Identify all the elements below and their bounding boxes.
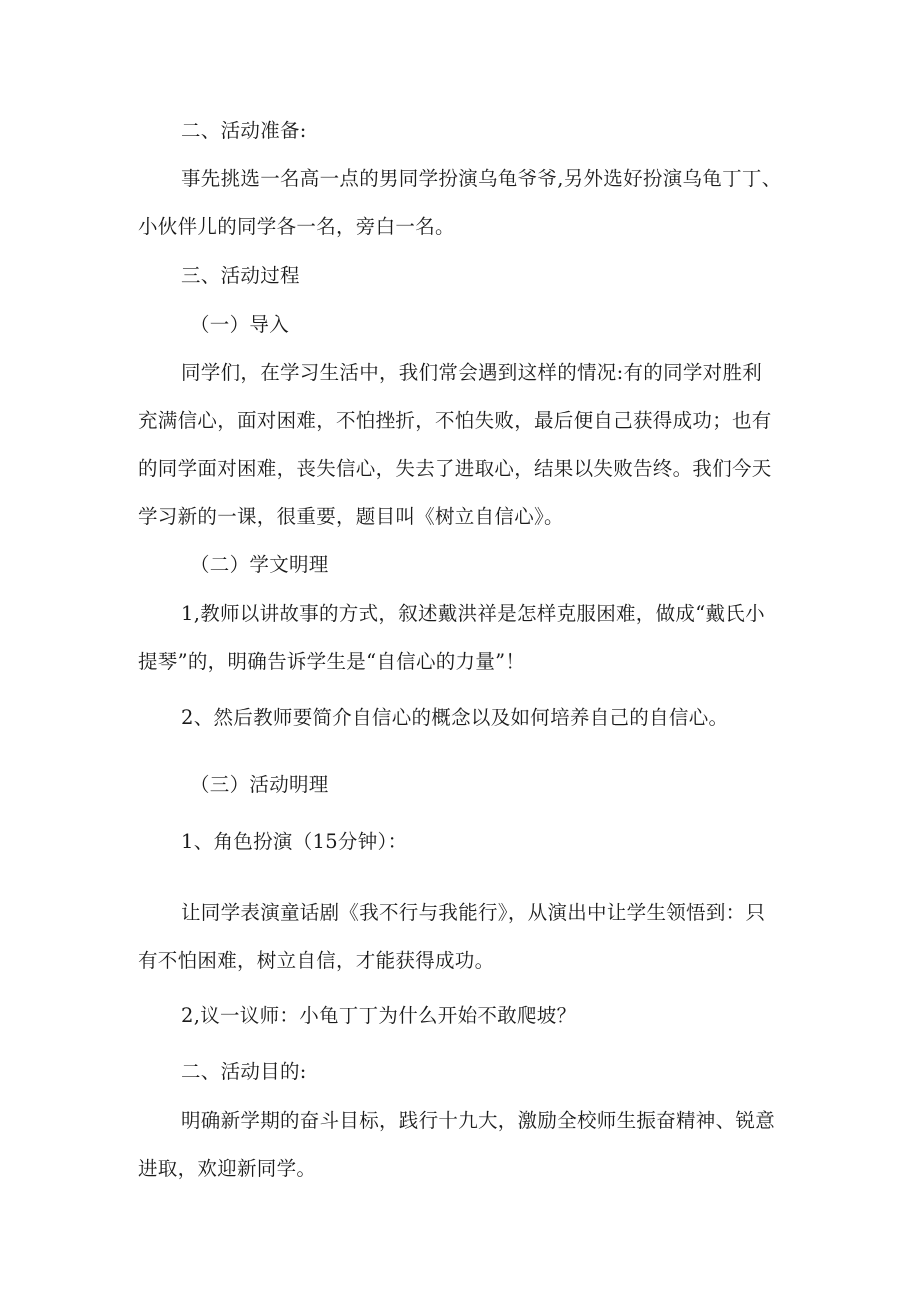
subsection-heading-activity: （三）活动明理 <box>190 773 329 796</box>
paragraph-line: 提琴”的，明确告诉学生是“自信心的力量”！ <box>138 650 526 673</box>
section-heading-purpose: 二、活动目的: <box>181 1060 307 1083</box>
list-item-role-play: 1、角色扮演（15分钟）： <box>181 830 408 853</box>
section-heading-process: 三、活动过程 <box>181 264 300 287</box>
paragraph-line: 事先挑选一名高一点的男同学扮演乌龟爷爷,另外选好扮演乌龟丁丁、 <box>181 167 782 190</box>
paragraph-line: 进取，欢迎新同学。 <box>138 1157 317 1180</box>
paragraph-line: 的同学面对困难，丧失信心，失去了进取心，结果以失败告终。我们今天 <box>138 457 772 480</box>
paragraph-line: 小伙伴儿的同学各一名，旁白一名。 <box>138 215 455 238</box>
paragraph-line: 充满信心，面对困难，不怕挫折，不怕失败，最后便自己获得成功；也有 <box>138 409 772 432</box>
paragraph-line: 学习新的一课，很重要，题目叫《树立自信心》。 <box>138 505 564 528</box>
paragraph-line: 让同学表演童话剧《我不行与我能行》，从演出中让学生领悟到：只 <box>181 901 766 924</box>
subsection-heading-intro: （一）导入 <box>190 313 290 336</box>
paragraph-line: 同学们，在学习生活中，我们常会遇到这样的情况:有的同学对胜利 <box>181 361 763 384</box>
subsection-heading-study: （二）学文明理 <box>190 553 329 576</box>
paragraph-line: 1,教师以讲故事的方式，叙述戴洪祥是怎样克服困难，做成“戴氏小 <box>181 602 765 625</box>
paragraph-line: 有不怕困难，树立自信，才能获得成功。 <box>138 949 495 972</box>
section-heading-preparation: 二、活动准备: <box>181 119 307 142</box>
paragraph-line: 2、然后教师要简介自信心的概念以及如何培养自己的自信心。 <box>181 706 729 729</box>
paragraph-line: 明确新学期的奋斗目标，践行十九大，激励全校师生振奋精神、锐意 <box>181 1109 776 1132</box>
list-item-discussion: 2,议一议师：小龟丁丁为什么开始不敢爬坡？ <box>181 1004 577 1027</box>
